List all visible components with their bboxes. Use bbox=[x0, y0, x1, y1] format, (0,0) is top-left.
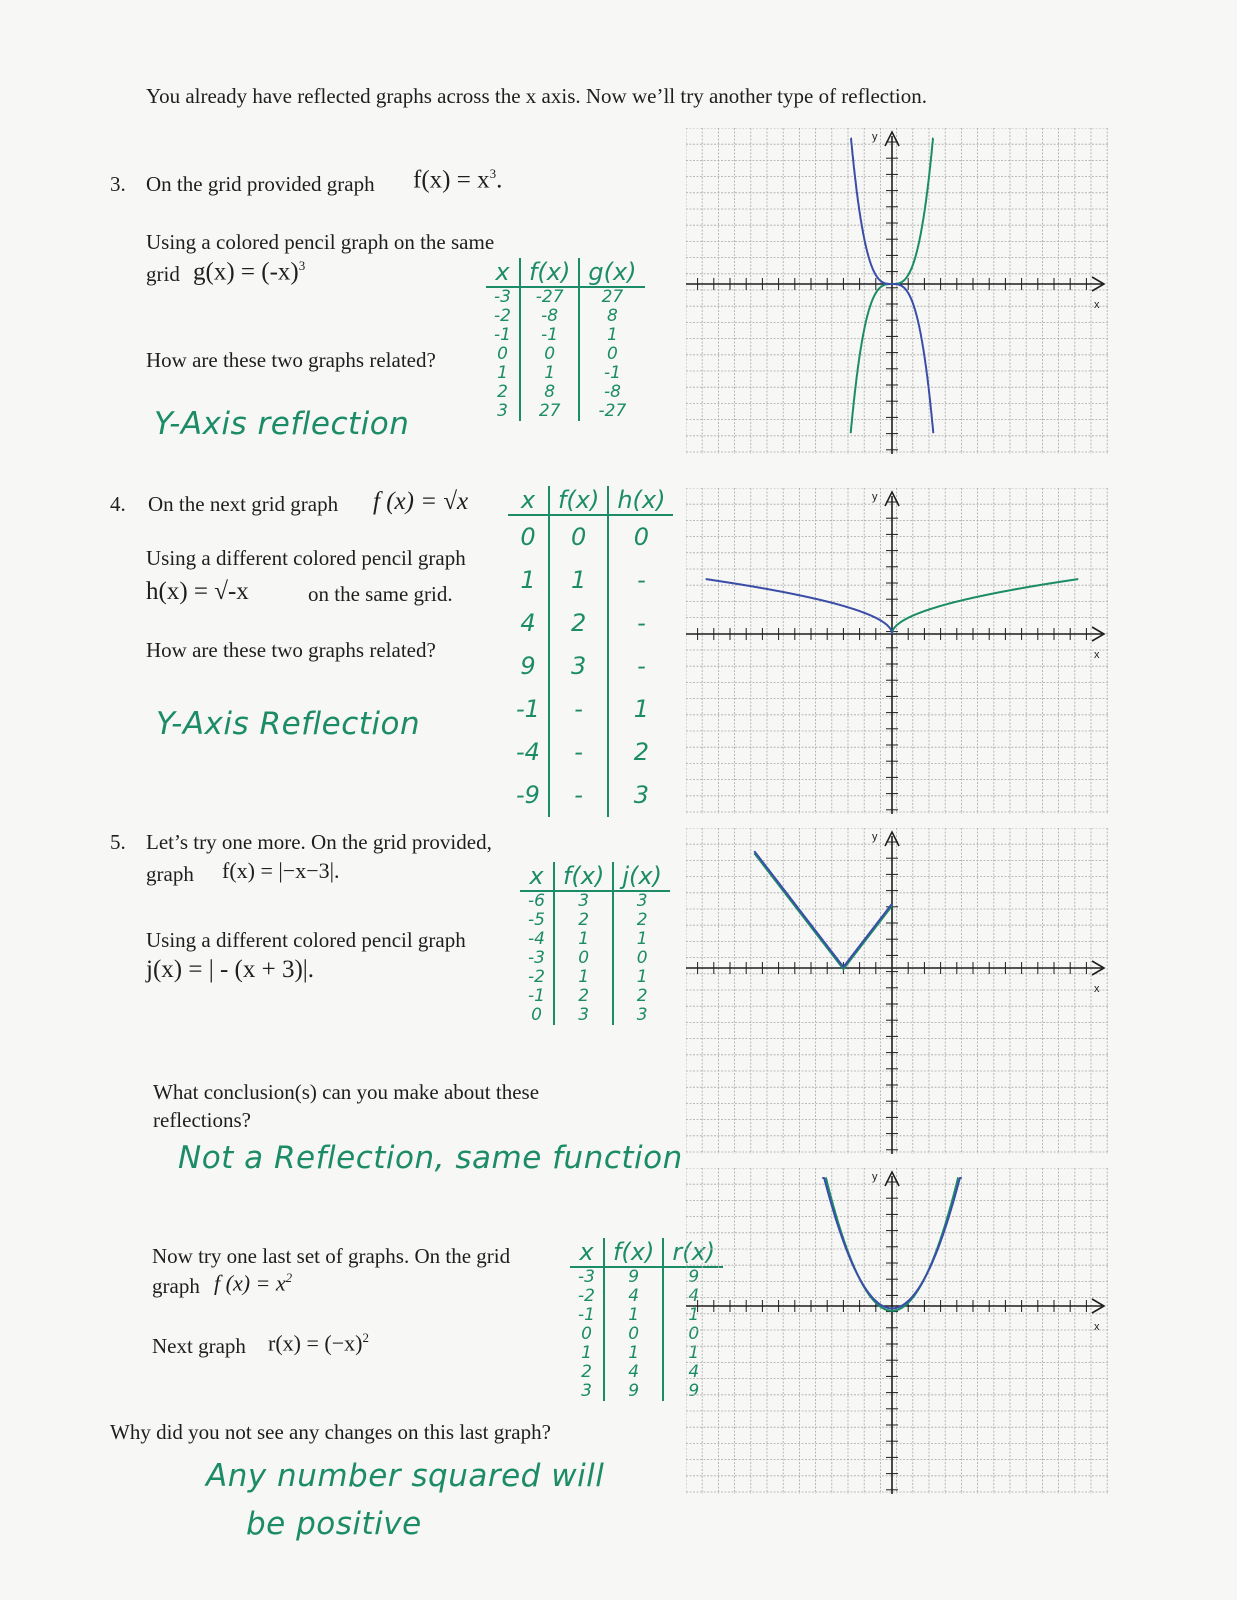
q3-answer: Y-Axis reflection bbox=[154, 406, 410, 442]
table-row bbox=[508, 515, 673, 559]
table-cell: 1 bbox=[554, 968, 613, 987]
table-header: x bbox=[570, 1238, 604, 1267]
graph-q6 bbox=[686, 1168, 1108, 1494]
table-cell: 9 bbox=[604, 1267, 663, 1287]
x-axis-label: x bbox=[1094, 299, 1100, 311]
table-cell: 8 bbox=[520, 383, 579, 402]
table-cell: 1 bbox=[633, 695, 650, 723]
table-cell: - bbox=[637, 652, 646, 680]
q4-function-h: h(x) = √-x bbox=[146, 578, 249, 605]
q6-function: f $(x) = x^2$ bbox=[214, 1270, 293, 1296]
y-axis-label: y bbox=[872, 1171, 878, 1183]
table-cell: 1 bbox=[520, 364, 579, 383]
table-cell: 4 bbox=[508, 602, 549, 645]
q3-number: 3. bbox=[110, 172, 126, 196]
q4-instruction-tail: on the same grid. bbox=[308, 582, 453, 606]
q5-instruction: Using a different colored pencil graph bbox=[146, 928, 466, 952]
table-row bbox=[520, 987, 670, 1006]
q5-function: f(x) = |−x−3|. bbox=[222, 858, 340, 883]
table-cell: -3 bbox=[570, 1267, 604, 1287]
table-cell: 3 bbox=[570, 1382, 604, 1401]
q5-answer: Not a Reflection, same function bbox=[178, 1140, 683, 1176]
table-row bbox=[520, 891, 670, 911]
table-row bbox=[508, 774, 673, 817]
q3-question: How are these two graphs related? bbox=[146, 348, 436, 372]
table-row bbox=[486, 364, 645, 383]
table-cell: -6 bbox=[520, 891, 554, 911]
graph-q5 bbox=[686, 828, 1108, 1154]
table-row bbox=[486, 402, 645, 421]
table-row bbox=[520, 911, 670, 930]
q3-value-table bbox=[486, 258, 645, 421]
table-cell: - bbox=[637, 566, 646, 594]
q6-question: Why did you not see any changes on this last graph? bbox=[110, 1420, 551, 1444]
x-axis-label: x bbox=[1094, 1321, 1100, 1333]
table-row bbox=[520, 1006, 670, 1025]
q5-prompt: Let’s try one more. On the grid provided, bbox=[146, 830, 492, 854]
q3-instruction-grid: grid bbox=[146, 262, 180, 286]
table-cell: 1 bbox=[549, 559, 608, 602]
table-cell: 2 bbox=[633, 738, 650, 766]
table-header: x bbox=[486, 258, 520, 287]
table-cell: 1 bbox=[604, 1344, 663, 1363]
q5-value-table bbox=[520, 862, 670, 1025]
table-cell: - bbox=[549, 731, 608, 774]
table-cell: -1 bbox=[570, 1306, 604, 1325]
table-cell: 3 bbox=[633, 781, 650, 809]
y-axis-label: y bbox=[872, 491, 878, 503]
table-cell: 9 bbox=[604, 1382, 663, 1401]
table-cell: 3 bbox=[636, 1005, 648, 1025]
table-row bbox=[486, 345, 645, 364]
table-cell: -1 bbox=[520, 326, 579, 345]
table-cell: -8 bbox=[520, 307, 579, 326]
table-cell: 3 bbox=[554, 1006, 613, 1025]
table-row bbox=[486, 326, 645, 345]
table-cell: 0 bbox=[520, 1006, 554, 1025]
table-header: h(x) bbox=[608, 486, 673, 515]
table-cell: 1 bbox=[636, 929, 648, 949]
curve-f bbox=[892, 579, 1078, 634]
table-cell: - bbox=[549, 774, 608, 817]
table-cell: -2 bbox=[486, 307, 520, 326]
table-cell: 1 bbox=[688, 1343, 700, 1363]
table-cell: 9 bbox=[688, 1267, 700, 1287]
table-row bbox=[520, 968, 670, 987]
table-row bbox=[508, 645, 673, 688]
q4-question: How are these two graphs related? bbox=[146, 638, 436, 662]
table-cell: 0 bbox=[549, 515, 608, 559]
q5-number: 5. bbox=[110, 830, 126, 854]
x-axis-label: x bbox=[1094, 649, 1100, 661]
q6-answer-line1: Any number squared will bbox=[206, 1458, 605, 1494]
table-cell: 1 bbox=[508, 559, 549, 602]
q6-graph-label: graph bbox=[152, 1274, 200, 1298]
table-cell: 0 bbox=[486, 345, 520, 364]
table-cell: 4 bbox=[688, 1362, 700, 1382]
x-axis-label: x bbox=[1094, 983, 1100, 995]
table-cell: 0 bbox=[688, 1324, 700, 1344]
table-cell: 4 bbox=[604, 1287, 663, 1306]
grid-lines bbox=[686, 828, 1108, 1154]
table-cell: -4 bbox=[520, 930, 554, 949]
table-cell: 27 bbox=[601, 287, 624, 307]
table-cell: -1 bbox=[603, 363, 621, 383]
table-cell: 1 bbox=[554, 930, 613, 949]
table-cell: -27 bbox=[520, 287, 579, 307]
table-cell: 1 bbox=[604, 1306, 663, 1325]
table-row bbox=[520, 949, 670, 968]
table-cell: 0 bbox=[570, 1325, 604, 1344]
q6-prompt: Now try one last set of graphs. On the grid bbox=[152, 1244, 511, 1268]
table-cell: 3 bbox=[549, 645, 608, 688]
grid-lines bbox=[686, 1168, 1108, 1494]
table-header: f(x) bbox=[554, 862, 613, 891]
table-row bbox=[508, 559, 673, 602]
table-cell: 0 bbox=[633, 523, 650, 551]
table-cell: 2 bbox=[636, 986, 648, 1006]
table-cell: -1 bbox=[486, 326, 520, 345]
table-cell: 4 bbox=[688, 1286, 700, 1306]
table-cell: - bbox=[637, 609, 646, 637]
table-cell: - bbox=[549, 688, 608, 731]
table-cell: 3 bbox=[636, 891, 648, 911]
table-cell: 2 bbox=[570, 1363, 604, 1382]
table-cell: 0 bbox=[636, 948, 648, 968]
table-cell: -2 bbox=[570, 1287, 604, 1306]
graph-q4 bbox=[686, 488, 1108, 814]
table-header: g(x) bbox=[579, 258, 644, 287]
q5-graph-label: graph bbox=[146, 862, 194, 886]
table-header: x bbox=[508, 486, 549, 515]
table-cell: -1 bbox=[508, 688, 549, 731]
table-header: f(x) bbox=[604, 1238, 663, 1267]
y-axis-label: y bbox=[872, 831, 878, 843]
q5-function-j: j(x) = | - (x + 3)|. bbox=[146, 956, 315, 983]
table-cell: 3 bbox=[486, 402, 520, 421]
table-cell: -3 bbox=[486, 287, 520, 307]
table-cell: 0 bbox=[607, 344, 618, 364]
table-header: r(x) bbox=[663, 1238, 723, 1267]
table-cell: -9 bbox=[508, 774, 549, 817]
table-cell: 1 bbox=[607, 325, 618, 345]
table-row bbox=[520, 930, 670, 949]
table-cell: -27 bbox=[598, 401, 627, 421]
table-cell: 3 bbox=[554, 891, 613, 911]
grid-lines bbox=[686, 488, 1108, 814]
table-cell: 27 bbox=[520, 402, 579, 421]
table-row bbox=[486, 287, 645, 307]
graph-q3 bbox=[686, 128, 1108, 454]
table-cell: 4 bbox=[604, 1363, 663, 1382]
table-cell: -8 bbox=[603, 382, 621, 402]
q6-function-r: $r(x) = (-x)^2$ bbox=[268, 1330, 369, 1356]
table-cell: 2 bbox=[554, 911, 613, 930]
table-cell: 0 bbox=[508, 515, 549, 559]
q4-instruction: Using a different colored pencil graph bbox=[146, 546, 466, 570]
table-cell: 1 bbox=[486, 364, 520, 383]
table-cell: 9 bbox=[688, 1381, 700, 1401]
table-header: f(x) bbox=[549, 486, 608, 515]
table-cell: -3 bbox=[520, 949, 554, 968]
q4-answer: Y-Axis Reflection bbox=[156, 706, 421, 742]
table-header: f(x) bbox=[520, 258, 579, 287]
q6-next-label: Next graph bbox=[152, 1334, 246, 1358]
table-row bbox=[486, 383, 645, 402]
q5-question: What conclusion(s) can you make about these reflections? bbox=[153, 1080, 540, 1132]
q4-prompt: On the next grid graph bbox=[148, 492, 339, 516]
table-cell: 1 bbox=[688, 1305, 700, 1325]
q3-instruction: Using a colored pencil graph on the same bbox=[146, 230, 495, 254]
table-row bbox=[486, 307, 645, 326]
table-cell: 0 bbox=[554, 949, 613, 968]
q3-function: $f(x) = x^3$. bbox=[413, 166, 503, 194]
intro-text: You already have reflected graphs across the x axis. Now we’ll try another type of reflection. bbox=[146, 84, 928, 108]
table-cell: -4 bbox=[508, 731, 549, 774]
table-header: x bbox=[520, 862, 554, 891]
table-cell: 2 bbox=[486, 383, 520, 402]
table-cell: 2 bbox=[636, 910, 648, 930]
q4-function: f (x) = √x bbox=[373, 488, 469, 515]
table-row bbox=[508, 731, 673, 774]
table-cell: 1 bbox=[636, 967, 648, 987]
q3-prompt: On the grid provided graph bbox=[146, 172, 375, 196]
q3-function-g: $g(x) = (-x)^3$ bbox=[193, 258, 306, 286]
table-cell: -5 bbox=[520, 911, 554, 930]
table-cell: 8 bbox=[607, 306, 618, 326]
table-row bbox=[508, 688, 673, 731]
table-cell: 2 bbox=[554, 987, 613, 1006]
table-cell: 0 bbox=[604, 1325, 663, 1344]
table-row bbox=[508, 602, 673, 645]
table-header: j(x) bbox=[613, 862, 670, 891]
table-cell: 0 bbox=[520, 345, 579, 364]
q4-value-table bbox=[508, 486, 673, 817]
table-cell: 1 bbox=[570, 1344, 604, 1363]
table-cell: -2 bbox=[520, 968, 554, 987]
table-cell: -1 bbox=[520, 987, 554, 1006]
table-cell: 2 bbox=[549, 602, 608, 645]
table-cell: 9 bbox=[508, 645, 549, 688]
q6-answer-line2: be positive bbox=[246, 1506, 422, 1542]
y-axis-label: y bbox=[872, 131, 878, 143]
grid-lines bbox=[686, 128, 1108, 454]
q4-number: 4. bbox=[110, 492, 126, 516]
curve-f bbox=[754, 853, 892, 969]
